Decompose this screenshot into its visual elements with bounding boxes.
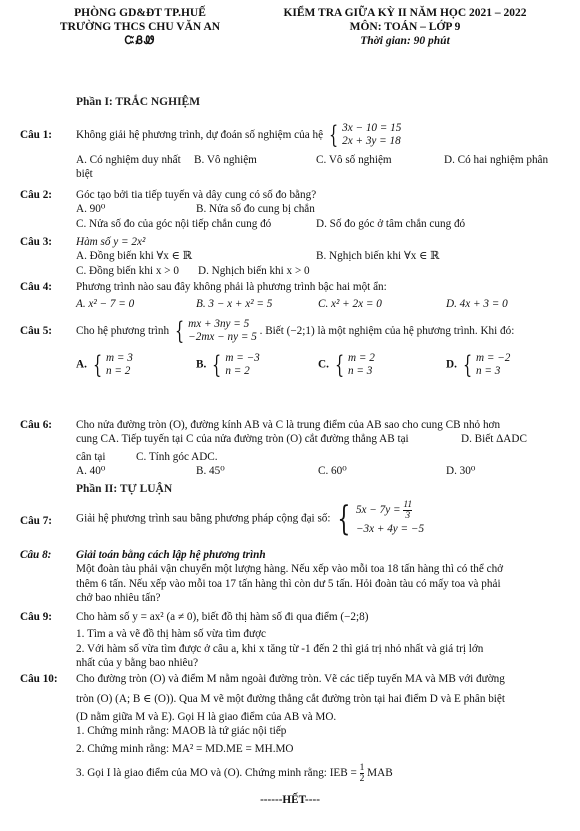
equation-line: n = 2 (105, 365, 131, 377)
subject: MÔN: TOÁN – LỚP 9 (349, 21, 461, 33)
option-d-continued: biệt (76, 168, 93, 181)
equation-line (356, 500, 424, 521)
equation-line: 2x + 3y = 18 (342, 135, 401, 147)
question-line: 2. Chứng minh rằng: MA² = MD.ME = MH.MO (76, 743, 294, 756)
equation-system: { 5x − 7y = $\frac{11}{3}$ −3x + 4y = −5 (337, 498, 425, 539)
equation-line: 3x − 10 = 15 (342, 122, 402, 134)
part1-heading: Phần I: TRẮC NGHIỆM (76, 96, 201, 108)
question-line: C. Tính góc ADC. (136, 450, 218, 463)
question-line: Cho nửa đường tròn (O), đường kính AB và C là trung điểm của AB sao cho cung CB nhỏ hơn (76, 419, 501, 431)
option-c: C. 60⁰ (318, 464, 347, 477)
option-letter: C. (318, 358, 329, 371)
question-text: Cho hệ phương trình (76, 324, 170, 337)
question-title: Giải toán bằng cách lập hệ phương trình (76, 549, 266, 561)
angle-text: MAB (367, 766, 393, 779)
equation-line: n = 3 (347, 365, 373, 377)
question-line: 1. Chứng minh rằng: MAOB là tứ giác nội tiếp (76, 724, 287, 737)
question-2 (20, 188, 572, 231)
equation-line: n = 2 (225, 365, 250, 377)
fraction (403, 500, 412, 521)
numerator: 11 (403, 500, 413, 510)
question-label: Câu 1: (20, 129, 53, 141)
option-b: B. { m = −3 n = 2 (196, 351, 260, 379)
question-label: Câu 3: (20, 236, 53, 248)
question-line: D. Biết ΔADC (461, 433, 527, 446)
option-b: B. Vô nghiệm (194, 154, 257, 166)
question-line: tròn (O) (A; B ∈ (O)). Qua M vẽ một đường thẳng cắt đường tròn tại hai điểm D và E phân biệt (76, 693, 505, 706)
option-a: A. 90⁰ (76, 203, 106, 216)
question-line: nhất của y bằng bao nhiêu? (76, 656, 199, 669)
equation-part: 5x − 7y = (355, 504, 401, 517)
question-text: 3. Gọi I là giao điểm của MO và (O). Chứng minh rằng: IEB = (76, 766, 357, 779)
question-line: 2. Với hàm số vừa tìm được ở câu a, khi x tăng từ -1 đến 2 thì giá trị nhỏ nhất và giá trị lớn (76, 642, 484, 655)
option-d: D. { m = −2 n = 3 (446, 351, 511, 379)
equation-line: m = −3 (225, 352, 260, 364)
question-line: cân tại (76, 450, 106, 463)
option-letter: D. (446, 358, 457, 371)
exam-header (255, 6, 555, 48)
question-line: thêm 6 tấn. Nếu xếp vào mỗi toa 17 tấn hàng thì còn dư 5 tấn. Hỏi đoàn tàu có mấy toa và phải (76, 577, 501, 590)
question-line: cung CA. Tiếp tuyến tại C của nửa đường tròn (O) cắt đường thẳng AB tại (76, 433, 409, 446)
equation-system: { mx + 3ny = 5 −2mx − ny = 5 (174, 317, 257, 345)
end-marker: ------HẾT---- (260, 794, 320, 806)
equation-line: −2mx − ny = 5 (188, 331, 257, 343)
department-name: PHÒNG GD&ĐT TP.HUẾ (74, 7, 206, 19)
school-header (40, 6, 240, 48)
question-line: (D nằm giữa M và E). Gọi H là giao điểm của AB và MO. (76, 710, 337, 723)
question-6 (20, 418, 572, 478)
option-b: B. 3 − x + x² = 5 (196, 298, 273, 311)
question-text: Hàm số y = 2x² (76, 236, 146, 248)
equation-line: n = 3 (475, 365, 501, 377)
equation-line: m = −2 (475, 352, 511, 364)
option-b: B. Nghịch biến khi ∀x ∈ ℝ (316, 250, 440, 263)
option-d: D. Số đo góc ở tâm chắn cung đó (316, 217, 466, 230)
option-d: D. Nghịch biến khi x > 0 (198, 264, 310, 277)
ornament-icon: ᏨᏰᏪ (124, 35, 156, 47)
question-10 (20, 672, 572, 784)
school-name: TRƯỜNG THCS CHU VĂN AN (59, 21, 221, 33)
question-8 (20, 548, 572, 605)
fraction (360, 763, 365, 784)
question-line: Cho đường tròn (O) và điểm M nằm ngoài đường tròn. Vẽ các tiếp tuyến MA và MB với đường (76, 673, 505, 685)
option-a: A. Đồng biến khi ∀x ∈ ℝ (76, 250, 192, 263)
equation-line: m = 3 (105, 352, 133, 364)
equation-line: mx + 3ny = 5 (188, 318, 250, 330)
question-9 (20, 610, 572, 670)
option-d: D. 4x + 3 = 0 (446, 298, 508, 311)
option-c: C. { m = 2 n = 3 (318, 351, 375, 379)
option-d: D. 30⁰ (446, 464, 476, 477)
option-c: C. Nửa số đo của góc nội tiếp chắn cung đó (76, 217, 272, 230)
option-d: D. Có hai nghiệm phân (444, 154, 549, 166)
question-text-continued: . Biết (−2;1) là một nghiệm của hệ phương trình. Khi đó: (259, 324, 515, 337)
option-c: C. Vô số nghiệm (316, 154, 392, 166)
denominator: 2 (359, 773, 365, 784)
option-letter: B. (196, 358, 207, 371)
duration: Thời gian: 90 phút (360, 35, 450, 47)
denominator: 3 (405, 511, 411, 521)
question-line: 1. Tìm a và vẽ đồ thị hàm số vừa tìm được (76, 628, 266, 641)
question-label: Câu 7: (20, 515, 53, 527)
part2-heading: Phần II: TỰ LUẬN (76, 483, 173, 495)
question-text: Phương trình nào sau đây không phải là phương trình bậc hai một ẩn: (76, 281, 387, 293)
question-text: Giải hệ phương trình sau bằng phương pháp cộng đại số: (76, 512, 331, 525)
question-text: Không giải hệ phương trình, dự đoán số nghiệm của hệ (76, 128, 324, 141)
exam-title: KIỂM TRA GIỮA KỲ II NĂM HỌC 2021 – 2022 (283, 7, 527, 19)
question-7 (20, 500, 572, 537)
option-a: A. Có nghiệm duy nhất (76, 154, 181, 166)
question-4 (20, 280, 572, 312)
question-1 (20, 122, 572, 182)
question-label: Câu 10: (20, 673, 58, 685)
equation-line: m = 2 (347, 352, 375, 364)
question-line: Một đoàn tàu phải vận chuyển một lượng hàng. Nếu xếp vào mỗi toa 18 tấn hàng thì có thể chở (76, 563, 504, 576)
option-a: A. x² − 7 = 0 (76, 298, 135, 311)
question-line (76, 763, 572, 784)
question-text: Góc tạo bởi tia tiếp tuyến và dây cung có số đo bằng? (76, 189, 317, 201)
option-b: B. Nửa số đo cung bị chắn (196, 203, 315, 216)
option-c: C. Đồng biến khi x > 0 (76, 264, 179, 277)
question-label: Câu 8: (20, 549, 52, 561)
question-5 (20, 318, 572, 378)
question-label: Câu 4: (20, 281, 53, 293)
option-c: C. x² + 2x = 0 (318, 298, 382, 311)
equation-system: { 3x − 10 = 15 2x + 3y = 18 (328, 121, 402, 149)
question-label: Câu 6: (20, 419, 53, 431)
option-b: B. 45⁰ (196, 464, 225, 477)
option-a: A. 40⁰ (76, 464, 106, 477)
question-3 (20, 235, 572, 278)
question-label: Câu 2: (20, 189, 53, 201)
question-line: Cho hàm số y = ax² (a ≠ 0), biết đồ thị hàm số đi qua điểm (−2;8) (76, 611, 369, 623)
question-label: Câu 5: (20, 325, 53, 337)
numerator: 1 (359, 762, 365, 773)
question-label: Câu 9: (20, 611, 53, 623)
option-letter: A. (76, 358, 87, 371)
question-line: chở bao nhiêu tấn? (76, 591, 161, 604)
option-a: A. { m = 3 n = 2 (76, 351, 133, 379)
equation-line: −3x + 4y = −5 (355, 523, 425, 535)
